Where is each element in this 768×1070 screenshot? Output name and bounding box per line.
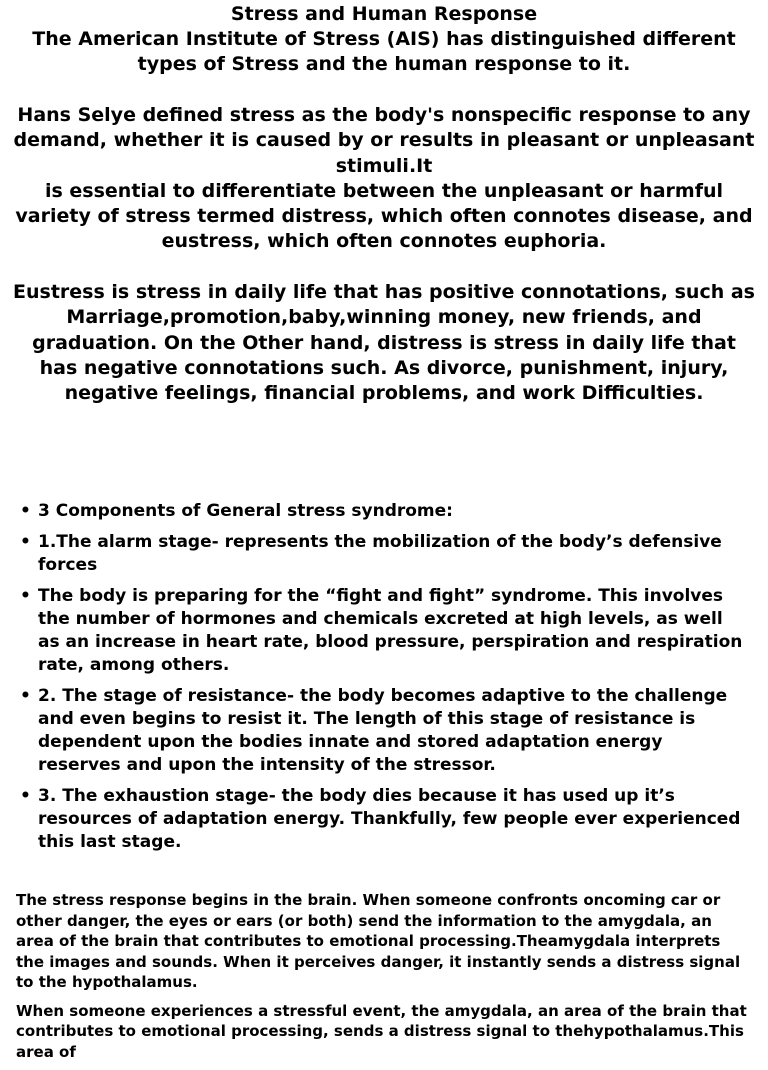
list-item-text: 3. The exhaustion stage- the body dies because it has used up it’s resources of adaptation energy. Thankfully, few people ever experienced this last stage. [38,786,741,852]
selye-paragraph [10,103,758,255]
body-paragraph: The stress response begins in the brain. When someone confronts oncoming car or other danger, the eyes or ears (or both) send the information to the amygdala, an area of the brain that contributes to emotional processing.Theamygdala interprets the images and sounds. When it perceives danger, it instantly sends a distress signal to the hypothalamus. [16,891,741,991]
body-paragraph: When someone experiences a stressful event, the amygdala, an area of the brain that contributes to emotional processing, sends a distress signal to thehypothalamus.This area of [16,1001,747,1061]
list-item [20,500,748,523]
page-title: Stress and Human Response [230,3,538,25]
bullet-icon: • [20,501,31,521]
eustress-paragraph: Eustress is stress in daily life that has positive connotations, such as Marriage,promotion,baby,winning money, new friends, and graduation. On the Other hand, distress is stress in daily life that has negative connotations such. As divorce, punishment, injury, negative feelings, financial problems, and work Difficulties. [13,281,755,405]
bullet-icon: • [20,786,31,806]
selye-line-2: is essential to differentiate between the unpleasant or harmful variety of stress termed distress, which often connotes disease, and eustress, which often connotes euphoria. [15,179,753,253]
list-item-text: The body is preparing for the “fight and fight” syndrome. This involves the number of hormones and chemicals excreted at high levels, as well as an increase in heart rate, blood pressure, perspiration and respiration rate, among others. [38,586,743,675]
bullet-icon: • [20,586,31,606]
list-item [20,585,748,677]
bullet-icon: • [20,686,31,706]
selye-line-1: Hans Selye defined stress as the body's nonspecific response to any demand, whether it is caused by or results in pleasant or unpleasant stimuli.It [13,104,755,177]
list-item [20,531,748,577]
bullet-icon: • [20,532,31,552]
list-item [20,685,748,777]
intro-paragraph: The American Institute of Stress (AIS) has distinguished different types of Stress and the human response to it. [32,28,736,75]
list-item-text: 1.The alarm stage- represents the mobilization of the body’s defensive forces [38,532,722,575]
list-item [20,785,748,854]
list-item-text: 3 Components of General stress syndrome: [38,501,453,521]
stress-components-list [20,500,748,862]
list-item-text: 2. The stage of resistance- the body becomes adaptive to the challenge and even begins to resist it. The length of this stage of resistance is dependent upon the bodies innate and stored adaptation energy reserves and upon the intensity of the stressor. [38,686,728,775]
stress-response-section [16,890,752,1070]
